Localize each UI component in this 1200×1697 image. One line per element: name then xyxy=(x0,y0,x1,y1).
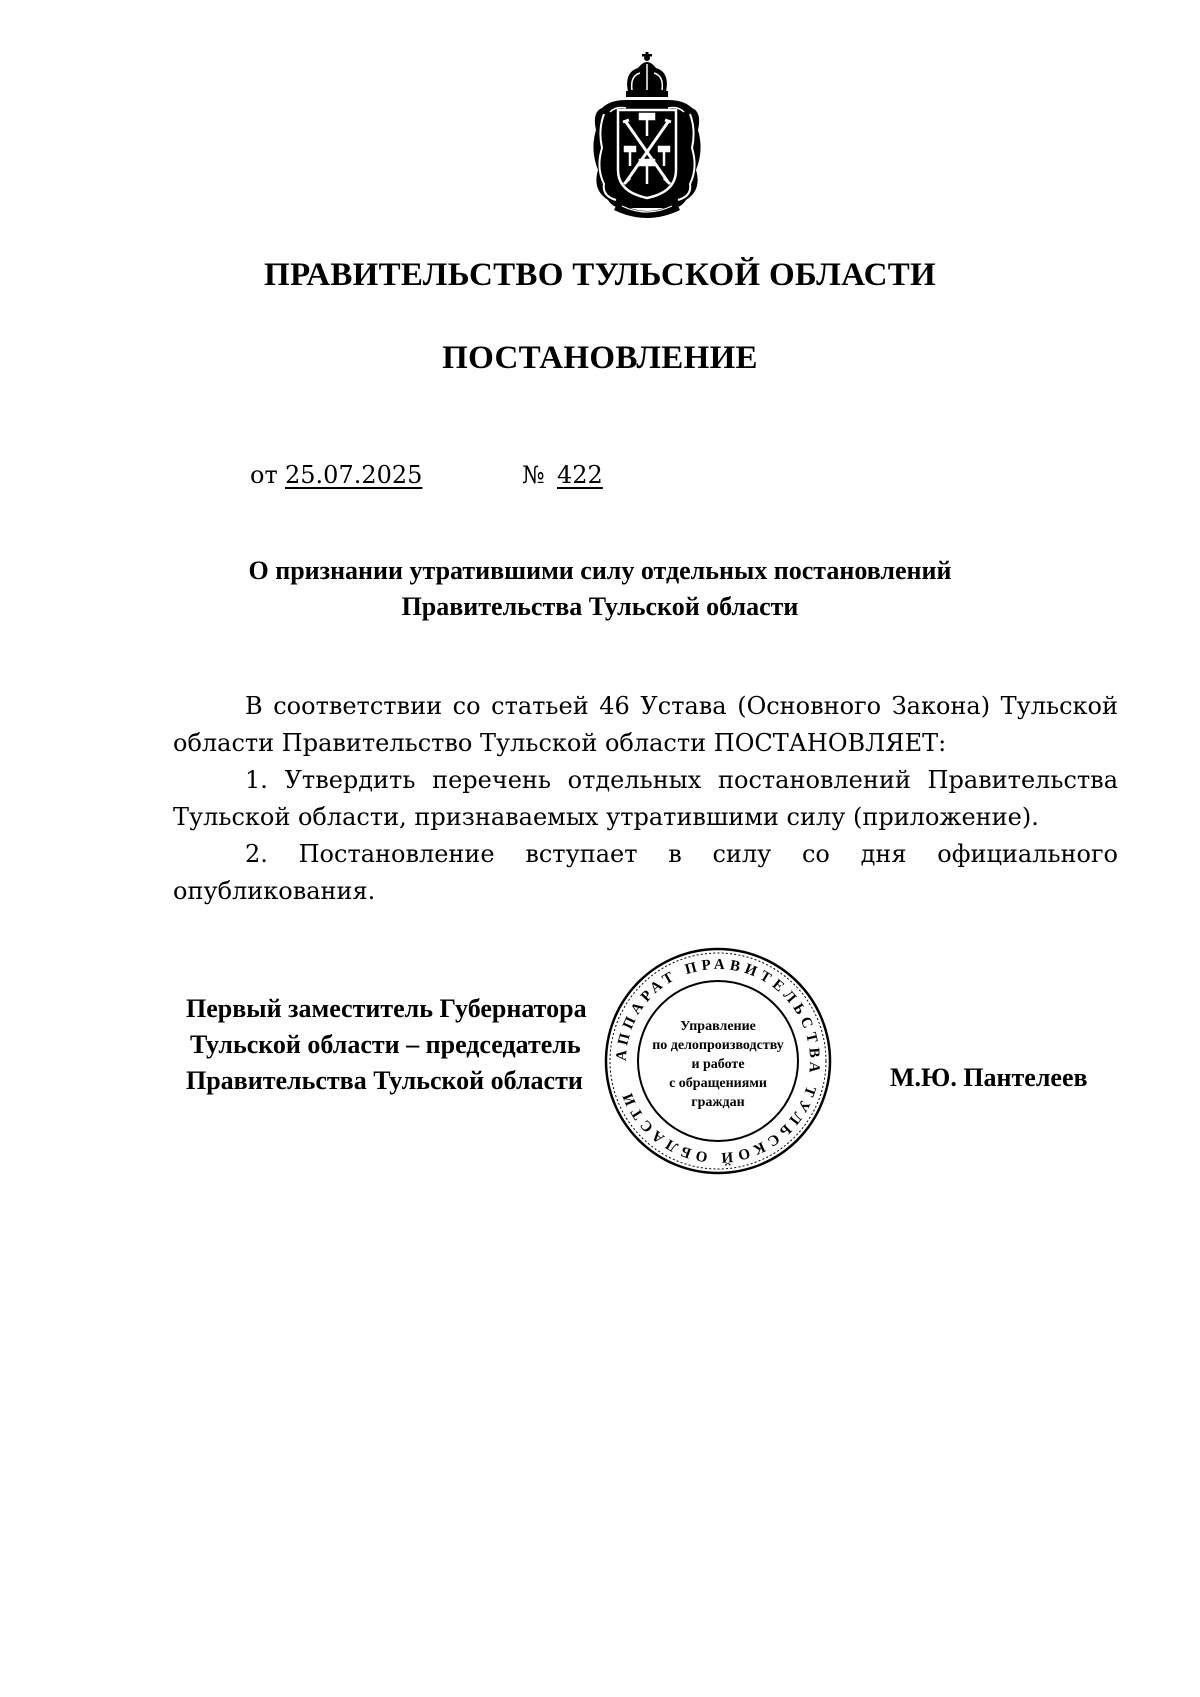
coat-of-arms-icon xyxy=(588,50,706,220)
document-body xyxy=(173,688,1118,910)
organization-title: ПРАВИТЕЛЬСТВО ТУЛЬСКОЙ ОБЛАСТИ xyxy=(264,257,936,293)
stamp-center-line-5: граждан xyxy=(691,1095,745,1110)
item-2-paragraph: 2. Постановление вступает в силу со дня официального опубликования. xyxy=(173,840,1118,905)
position-line-2: Тульской области – председатель xyxy=(190,1030,581,1059)
stamp-ring-text: АППАРАТ ПРАВИТЕЛЬСТВА ТУЛЬСКОЙ ОБЛАСТИ xyxy=(613,956,823,1166)
item-1-paragraph: 1. Утвердить перечень отдельных постановлений Правительства Тульской области, признаваемых утратившими силу (приложение). xyxy=(173,766,1118,831)
document-subject xyxy=(0,553,1200,625)
position-line-3: Правительства Тульской области xyxy=(186,1066,583,1095)
number-sign: № xyxy=(522,461,545,489)
preamble-paragraph: В соответствии со статьей 46 Устава (Основного Закона) Тульской области Правительство Тульской области ПОСТАНОВЛЯЕТ: xyxy=(173,692,1118,757)
stamp-center-line-3: и работе xyxy=(691,1057,745,1072)
crown-icon xyxy=(626,52,668,97)
stamp-center-line-1: Управление xyxy=(680,1019,756,1034)
official-stamp xyxy=(603,946,833,1176)
position-line-1: Первый заместитель Губернатора xyxy=(186,994,587,1023)
subject-line-2: Правительства Тульской области xyxy=(401,592,799,621)
stamp-center-line-2: по делопроизводству xyxy=(652,1038,784,1053)
document-date: 25.07.2025 xyxy=(285,461,423,489)
stamp-center-line-4: с обращениями xyxy=(669,1076,767,1091)
signatory-name: М.Ю. Пантелеев xyxy=(890,1063,1088,1092)
subject-line-1: О признании утратившими силу отдельных постановлений xyxy=(248,556,952,585)
document-number: 422 xyxy=(557,461,603,489)
document-type-title: ПОСТАНОВЛЕНИЕ xyxy=(442,340,758,376)
date-prefix: от xyxy=(250,461,278,489)
signatory-position xyxy=(186,991,587,1099)
